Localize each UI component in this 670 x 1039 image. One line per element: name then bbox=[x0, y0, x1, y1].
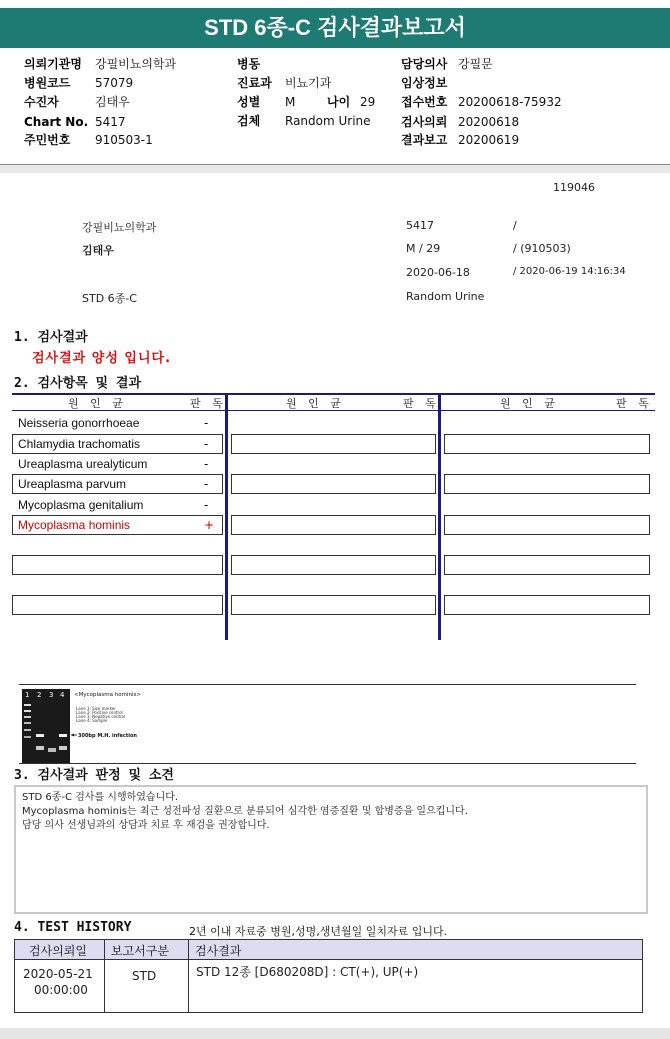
pathogen-result: - bbox=[204, 437, 209, 451]
table-row-box bbox=[12, 595, 223, 615]
history-result: STD 12종 [D680208D] : CT(+), UP(+) bbox=[196, 965, 419, 979]
header-request-date: 검사의뢰 20200618 bbox=[401, 115, 520, 129]
col-report-type: 보고서구분 bbox=[111, 944, 169, 958]
pathogen-name: Ureaplasma parvum bbox=[18, 477, 127, 491]
empty-cell bbox=[444, 595, 650, 615]
section3-heading: 3. 검사결과 판정 및 소견 bbox=[14, 768, 174, 783]
summary-specimen: Random Urine bbox=[406, 290, 485, 303]
col-pathogen: 원 인 균 bbox=[68, 397, 127, 410]
history-table-header bbox=[15, 940, 642, 960]
header-ward: 병동 bbox=[237, 57, 261, 71]
col-judge: 판 독 bbox=[403, 397, 440, 410]
history-col-divider bbox=[188, 940, 189, 1012]
report-header bbox=[0, 48, 670, 165]
remark-line: Mycoplasma hominis는 최근 성전파성 질환으로 분류되어 심각한 염증질환 및 합병증을 일으킵니다. bbox=[22, 806, 468, 817]
empty-cell bbox=[231, 555, 436, 575]
header-clinic: 의뢰기관명 강필비뇨의학과 bbox=[24, 57, 177, 71]
header-age: 나이 29 bbox=[327, 95, 376, 109]
pathogen-name: Chlamydia trachomatis bbox=[18, 437, 141, 451]
header-resident-no: 주민번호 910503-1 bbox=[24, 133, 153, 147]
empty-cell bbox=[231, 515, 436, 535]
gel-lane-label: 2 bbox=[37, 691, 42, 699]
empty-cell bbox=[444, 434, 650, 454]
pathogen-name: Neisseria gonorrhoeae bbox=[18, 416, 140, 430]
history-time: 00:00:00 bbox=[34, 983, 88, 997]
empty-cell bbox=[444, 515, 650, 535]
gel-electrophoresis-image bbox=[19, 686, 219, 764]
summary-code: 119046 bbox=[553, 181, 595, 194]
table-row-box bbox=[12, 555, 223, 575]
table-divider bbox=[225, 393, 228, 640]
gel-legend-line: Lane 2: Positive control bbox=[76, 710, 123, 715]
empty-cell bbox=[444, 474, 650, 494]
header-clinical-info: 임상정보 bbox=[401, 76, 448, 90]
remark-line: STD 6종-C 검사를 시행하였습니다. bbox=[22, 792, 179, 803]
gel-legend-line: Lane 4: Sample bbox=[76, 718, 108, 723]
header-doctor: 담당의사 강필문 bbox=[401, 57, 493, 71]
summary-chart: 5417 bbox=[406, 219, 434, 232]
result-positive-text: 검사결과 양성 입니다. bbox=[32, 351, 172, 366]
empty-cell bbox=[231, 474, 436, 494]
history-note: 2년 이내 자료중 병원,성명,생년월일 일치자료 입니다. bbox=[189, 925, 448, 938]
summary-birth: / (910503) bbox=[513, 242, 571, 255]
pathogen-name: Ureaplasma urealyticum bbox=[18, 457, 148, 471]
gel-legend-line: Lane 1: Size marker bbox=[76, 706, 116, 711]
table-divider bbox=[438, 393, 441, 640]
gel-image-panel bbox=[19, 684, 636, 764]
empty-cell bbox=[444, 555, 650, 575]
pathogen-result: - bbox=[204, 457, 209, 471]
gel-band-label: 300bp M.H. infection bbox=[78, 733, 137, 739]
col-judge: 판 독 bbox=[190, 397, 227, 410]
history-table bbox=[14, 939, 643, 1013]
gel-title: <Mycoplasma hominis> bbox=[74, 692, 141, 698]
remark-line: 담당 의사 선생님과의 상담과 치료 후 재검을 권장합니다. bbox=[22, 820, 270, 831]
gel-lane-label: 3 bbox=[49, 691, 54, 699]
summary-clinic: 강필비뇨의학과 bbox=[82, 221, 157, 234]
pathogen-result: - bbox=[204, 498, 209, 512]
section2-heading: 2. 검사항목 및 결과 bbox=[14, 376, 142, 391]
header-chart-no: Chart No. 5417 bbox=[24, 115, 126, 129]
empty-cell bbox=[231, 434, 436, 454]
remarks-box bbox=[14, 785, 648, 914]
header-specimen: 검체 Random Urine bbox=[237, 114, 371, 128]
summary-slash: / bbox=[513, 219, 517, 232]
header-receipt-no: 접수번호 20200618-75932 bbox=[401, 95, 562, 109]
header-sex: 성별 M bbox=[237, 95, 296, 109]
pathogen-result: - bbox=[204, 416, 209, 430]
summary-receive-date: 2020-06-18 bbox=[406, 266, 470, 279]
pathogen-name-positive: Mycoplasma hominis bbox=[18, 518, 131, 532]
summary-test: STD 6종-C bbox=[82, 292, 137, 305]
header-department: 진료과 비뇨기과 bbox=[237, 76, 332, 90]
gel-legend-line: Lane 3: Negative control bbox=[76, 714, 126, 719]
col-request-date: 검사의뢰일 bbox=[29, 944, 87, 958]
empty-cell bbox=[231, 595, 436, 615]
summary-patient: 김태우 bbox=[82, 244, 114, 257]
gel-lane-label: 4 bbox=[60, 691, 65, 699]
history-date: 2020-05-21 bbox=[23, 967, 93, 981]
bottom-band bbox=[0, 1028, 670, 1039]
separator-band bbox=[0, 165, 670, 173]
header-patient: 수진자 김태우 bbox=[24, 95, 130, 109]
col-pathogen: 원 인 균 bbox=[286, 397, 345, 410]
report-title: STD 6종-C 검사결과보고서 bbox=[0, 8, 670, 48]
history-col-divider bbox=[104, 940, 105, 1012]
history-type: STD bbox=[132, 969, 157, 983]
pathogen-name: Mycoplasma genitalium bbox=[18, 498, 144, 512]
section1-heading: 1. 검사결과 bbox=[14, 330, 88, 345]
summary-sex-age: M / 29 bbox=[406, 242, 441, 255]
header-hospital-code: 병원코드 57079 bbox=[24, 76, 134, 90]
header-report-date: 결과보고 20200619 bbox=[401, 133, 520, 147]
col-pathogen: 원 인 균 bbox=[500, 397, 559, 410]
col-test-result: 검사결과 bbox=[195, 944, 242, 958]
gel-lane-label: 1 bbox=[25, 691, 30, 699]
pathogen-result: - bbox=[204, 477, 209, 491]
pathogen-result-positive: + bbox=[204, 518, 215, 532]
section4-heading: 4. TEST HISTORY bbox=[14, 920, 132, 935]
summary-report-datetime: / 2020-06-19 14:16:34 bbox=[513, 266, 626, 277]
col-judge: 판 독 bbox=[616, 397, 653, 410]
